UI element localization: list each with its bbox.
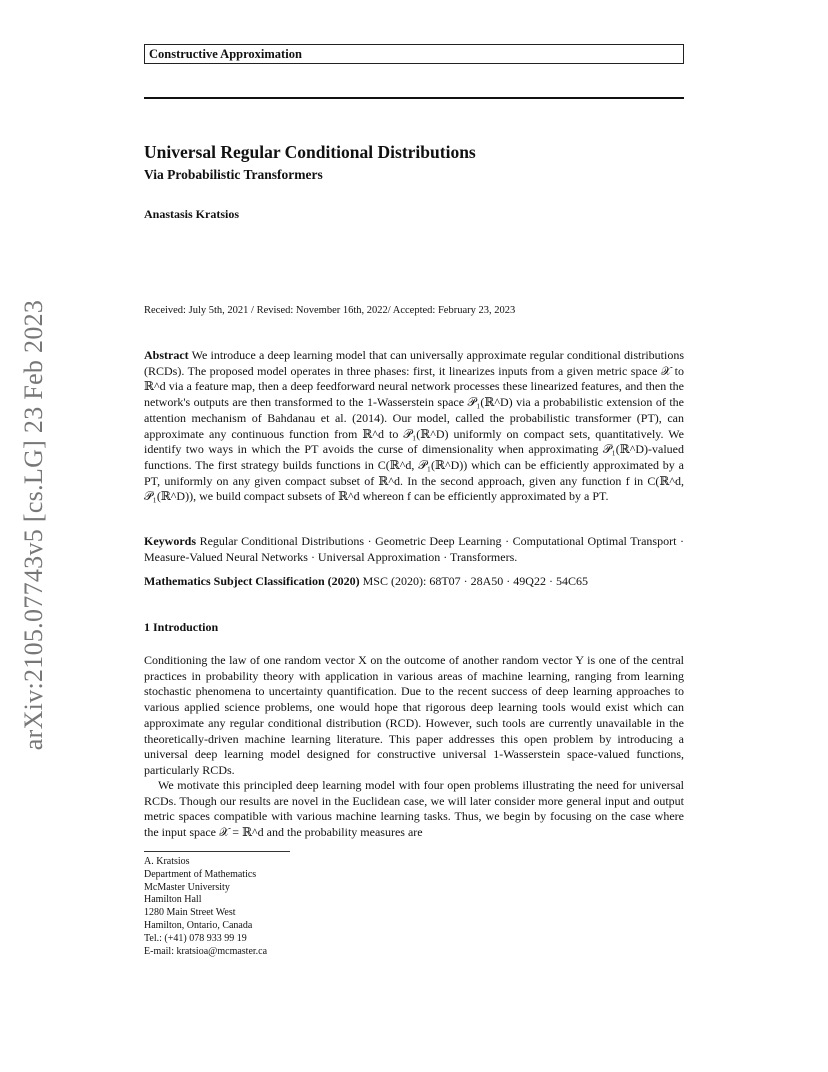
footnote-line: Tel.: (+41) 078 933 99 19 bbox=[144, 932, 247, 944]
msc-label: Mathematics Subject Classification (2020) bbox=[144, 574, 360, 588]
paper-title: Universal Regular Conditional Distributions bbox=[144, 142, 476, 162]
footnote-line: McMaster University bbox=[144, 881, 230, 893]
submission-dates: Received: July 5th, 2021 / Revised: November 16th, 2022/ Accepted: February 23, 2023 bbox=[144, 305, 516, 316]
keywords-text: Regular Conditional Distributions · Geometric Deep Learning · Computational Optimal Transport · Measure-Valued Neural Networks · Universal Approximation · Transformers. bbox=[144, 534, 684, 564]
keywords-label: Keywords bbox=[144, 534, 196, 548]
footnote-rule bbox=[144, 851, 290, 852]
footnote-email: E-mail: kratsioa@mcmaster.ca bbox=[144, 945, 268, 957]
msc-text: MSC (2020): 68T07 · 28A50 · 49Q22 · 54C65 bbox=[362, 574, 588, 588]
intro-paragraph-2: We motivate this principled deep learning model with four open problems illustrating the need for universal RCDs. Though our results are novel in the Euclidean case, we will later consider more general input and output metric spaces compatible with various machine learning tasks. Thus, we begin by focusing on the case where the input space 𝒳 = ℝ^d and the probability measures are bbox=[144, 778, 684, 840]
footnote-line: 1280 Main Street West bbox=[144, 907, 236, 919]
header-rule bbox=[144, 97, 684, 99]
keywords bbox=[144, 534, 684, 565]
abstract-text: We introduce a deep learning model that can universally approximate regular conditional distributions (RCDs). The proposed model operates in three phases: first, it linearizes inputs from a given metric space 𝒳 to ℝ^d via a feature map, then a deep feedforward neural network processes these linearized features, and then the network's outputs are then transformed to the 1-Wasserstein space 𝒫₁(ℝ^D) via a probabilistic extension of the attention mechanism of Bahdanau et al. (2014). Our model, called the probabilistic transformer (PT), can approximate any continuous function from ℝ^d to 𝒫₁(ℝ^D) uniformly on compact sets, quantitatively. We identify two ways in which the PT avoids the curse of dimensionality when approximating 𝒫₁(ℝ^D)-valued functions. The first strategy builds functions in C(ℝ^d, 𝒫₁(ℝ^D)) which can be efficiently approximated by a PT, uniformly on any given compact subset of ℝ^d. In the second approach, given any function f in C(ℝ^d, 𝒫₁(ℝ^D)), we build compact subsets of ℝ^d whereon f can be efficiently approximated by a PT. bbox=[144, 348, 684, 504]
footnote-line: Department of Mathematics bbox=[144, 868, 257, 880]
msc-classification bbox=[144, 574, 684, 590]
paper-author: Anastasis Kratsios bbox=[144, 207, 240, 221]
footnote-line: Hamilton Hall bbox=[144, 894, 202, 906]
footnote-line: Hamilton, Ontario, Canada bbox=[144, 919, 253, 931]
paper-subtitle: Via Probabilistic Transformers bbox=[144, 167, 323, 182]
arxiv-sidebar bbox=[16, 290, 52, 760]
journal-name: Constructive Approximation bbox=[144, 44, 684, 64]
arxiv-identifier: arXiv:2105.07743v5 [cs.LG] 23 Feb 2023 bbox=[19, 299, 48, 751]
author-footnote bbox=[144, 856, 267, 958]
section-heading: 1 Introduction bbox=[144, 620, 219, 634]
abstract-label: Abstract bbox=[144, 348, 189, 362]
abstract bbox=[144, 348, 684, 505]
footnote-line: A. Kratsios bbox=[144, 856, 190, 867]
intro-paragraph-1: Conditioning the law of one random vector X on the outcome of another random vector Y is one of the central practices in probability theory with application in various areas of machine learning, ranging from learning stochastic phenomena to uncertainty quantification. Due to the recent success of deep learning approaches to various applied science problems, one would hope that rigorous deep learning tools would exist which can approximate any regular conditional distribution (RCD). However, such tools are currently unavailable in the theoretically-driven machine learning literature. This paper addresses this open problem by introducing a universal deep learning model designed for constructive universal 1-Wasserstein space-valued functions, particularly RCDs. bbox=[144, 653, 684, 777]
